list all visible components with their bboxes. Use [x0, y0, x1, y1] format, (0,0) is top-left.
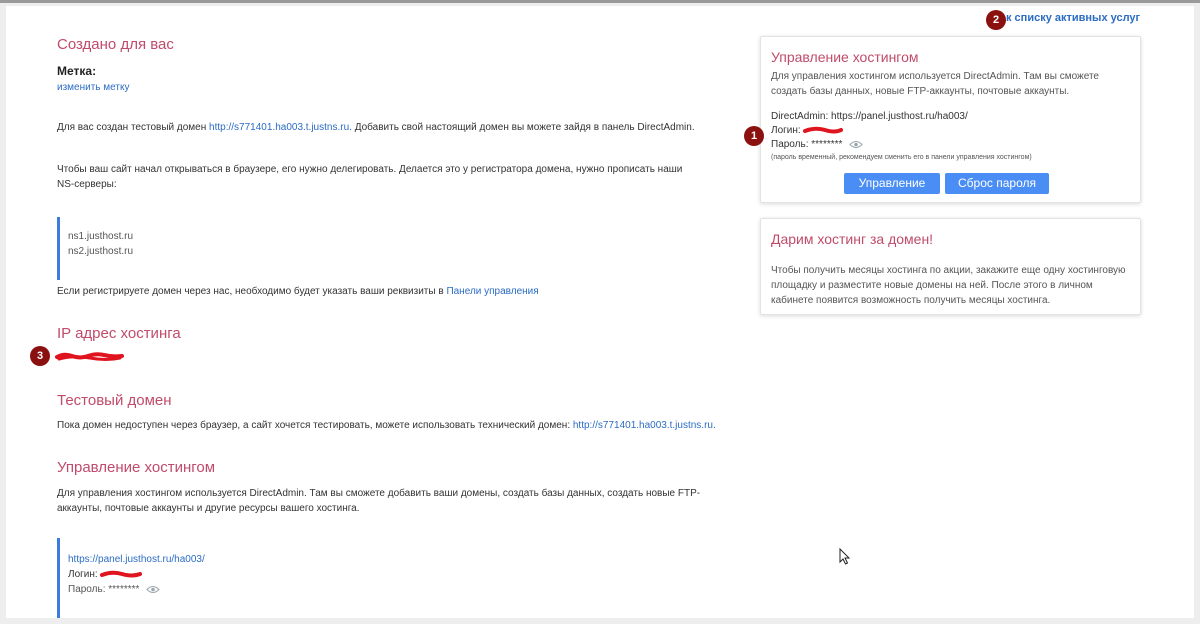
card-show-password-icon[interactable] [849, 140, 863, 149]
directadmin-url: DirectAdmin: https://panel.justhost.ru/ha003/ [771, 111, 968, 122]
ns-servers-block [57, 217, 133, 280]
password-row: Пароль: ******** [68, 582, 205, 597]
panel-link[interactable]: https://panel.justhost.ru/ha003/ [68, 554, 205, 565]
ns-server-1: ns1.justhost.ru [68, 231, 134, 242]
register-paragraph: Если регистрируете домен через нас, необходимо будет указать ваши реквизиты в Панели управления [57, 286, 539, 297]
promo-card-text: Чтобы получить месяцы хостинга по акции, закажите еще одну хостинговую площадку и разместите новые домены на ней. После этого в личном кабинете появится возможность получить месяцы хостинга. [771, 265, 1126, 306]
hosting-card-title: Управление хостингом [771, 49, 919, 65]
login-row: Логин: [68, 567, 205, 582]
annotation-badge-1: 1 [744, 126, 764, 146]
active-services-link[interactable]: к списку активных услуг [1006, 12, 1141, 24]
top-border [0, 0, 1200, 3]
hosting-card-text: Для управления хостингом используется DirectAdmin. Там вы сможете создать базы данных, новые FTP-аккаунты, почтовые аккаунты. [771, 71, 1099, 97]
promo-card-title: Дарим хостинг за домен! [771, 231, 934, 247]
show-password-icon[interactable] [146, 585, 160, 594]
control-panel-link[interactable]: Панели управления [446, 286, 539, 297]
manage-button[interactable]: Управление [844, 173, 940, 194]
label-caption: Метка: [57, 64, 97, 78]
created-title: Создано для вас [57, 36, 174, 53]
test-domain-paragraph: Для вас создан тестовый домен http://s771401.ha003.t.justns.ru. Добавить свой настоящий домен вы можете зайдя в панель DirectAdmin. [57, 122, 695, 133]
hosting-title: Управление хостингом [57, 459, 216, 476]
card-login-redaction-scribble [803, 125, 843, 135]
ns-server-2: ns2.justhost.ru [68, 246, 134, 257]
test-domain-title: Тестовый домен [57, 392, 172, 409]
hosting-credentials-block [57, 538, 205, 618]
login-redaction-scribble [100, 569, 142, 579]
reset-password-button[interactable]: Сброс пароля [945, 173, 1049, 194]
hosting-card [760, 36, 1141, 203]
test-domain-link[interactable]: http://s771401.ha003.t.justns.ru. [209, 122, 352, 133]
mouse-cursor-icon [839, 548, 851, 566]
hosting-description: Для управления хостингом используется DirectAdmin. Там вы сможете добавить ваши домены, создать базы данных, создать новые FTP-аккаунты, почтовые аккаунты и другие ресурсы вашего хостинга. [57, 488, 701, 514]
page-content [6, 6, 1194, 618]
ip-title: IP адрес хостинга [57, 325, 181, 342]
annotation-badge-3: 3 [30, 346, 50, 366]
ip-redaction-scribble [54, 349, 126, 363]
change-label-link[interactable]: изменить метку [57, 82, 130, 93]
annotation-badge-2: 2 [986, 10, 1006, 30]
promo-card [760, 218, 1141, 315]
card-password-row: Пароль: ******** [771, 137, 863, 152]
delegation-paragraph: Чтобы ваш сайт начал открываться в браузере, его нужно делегировать. Делается это у регистратора домена, нужно прописать наши NS-серверы: [57, 164, 683, 190]
technical-domain-link[interactable]: http://s771401.ha003.t.justns.ru. [572, 420, 716, 431]
card-login-row: Логин: [771, 123, 843, 138]
password-note: (пароль временный, рекомендуем сменить его в панели управления хостингом) [771, 154, 1032, 161]
test-domain-text: Пока домен недоступен через браузер, а сайт хочется тестировать, можете использовать технический домен: http://s771401.ha003.t.justns.ru. [57, 420, 716, 431]
